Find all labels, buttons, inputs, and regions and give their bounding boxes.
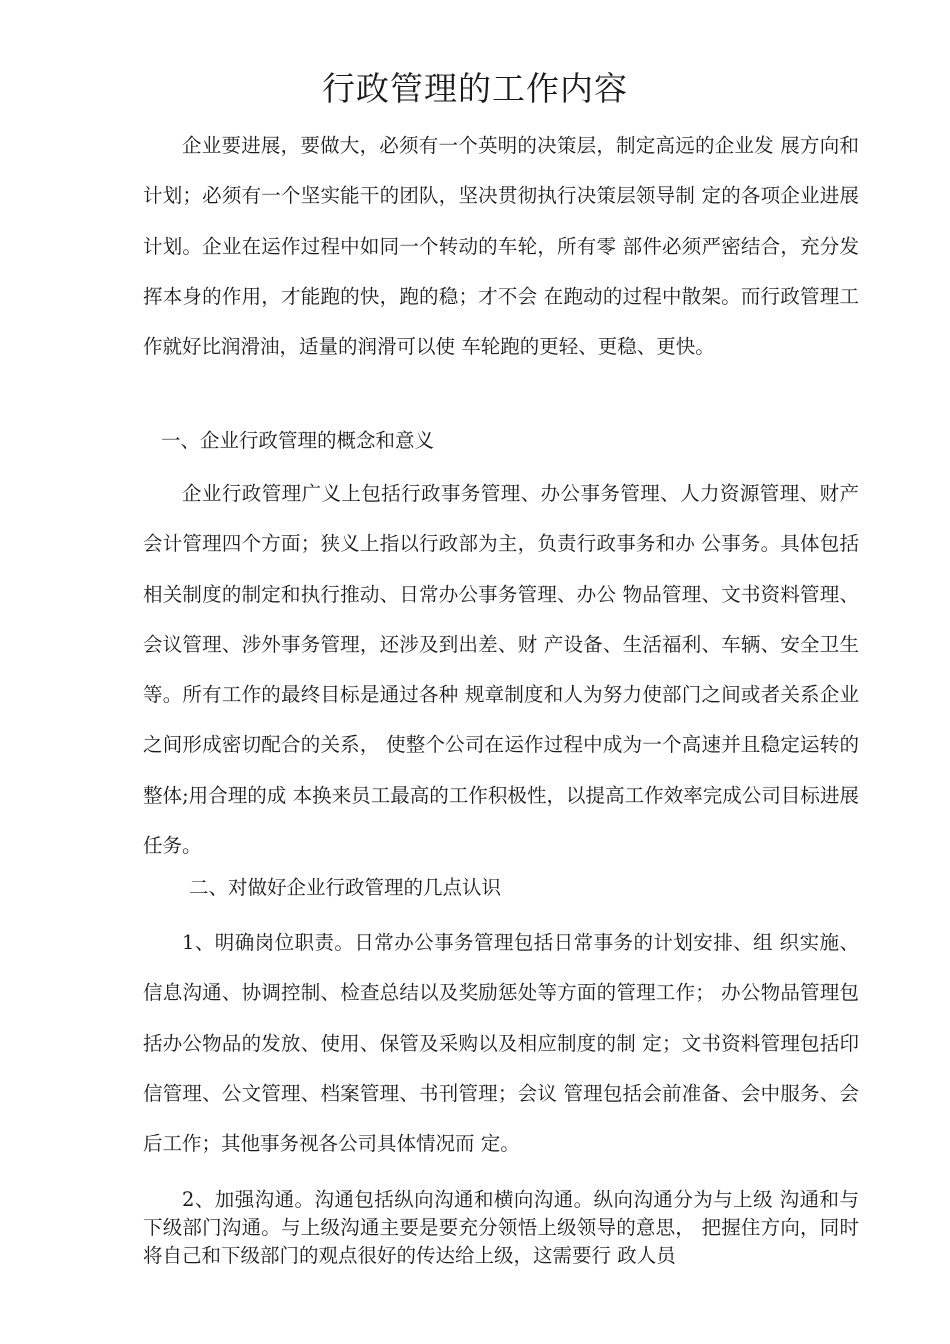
point2-paragraph: 2、加强沟通。沟通包括纵向沟通和横向沟通。纵向沟通分为与上级 沟通和与下级部门沟通。与上级沟通主要是要充分领悟上级领导的意思， 把握住方向，同时将自己和下级部门的观点很好的传达给上级，这需要行 政人员 — [143, 1188, 859, 1267]
section-heading-2: 二、对做好企业行政管理的几点认识 — [189, 876, 502, 899]
point1-paragraph: 1、明确岗位职责。日常办公事务管理包括日常事务的计划安排、组 织实施、信息沟通、协调控制、检查总结以及奖励惩处等方面的管理工作； 办公物品管理包括办公物品的发放、使用、保管及采购以及相应制度的制 定；文书资料管理包括印信管理、公文管理、档案管理、书刊管理；会议 管理包括会前准备、会中服务、会后工作；其他事务视各公司具体情况而 定。 — [143, 931, 859, 1156]
intro-paragraph: 企业要进展，要做大，必须有一个英明的决策层，制定高远的企业发 展方向和计划；必须有一个坚实能干的团队，坚决贯彻执行决策层领导制 定的各项企业进展计划。企业在运作过程中如同一个转动的车轮，所有零 部件必须严密结合，充分发挥本身的作用，才能跑的快，跑的稳；才不会 在跑动的过程中散架。而行政管理工作就好比润滑油，适量的润滑可以使 车轮跑的更轻、更稳、更快。 — [143, 134, 859, 359]
section1-paragraph: 企业行政管理广义上包括行政事务管理、办公事务管理、人力资源管理、财产会计管理四个方面；狭义上指以行政部为主，负责行政事务和办 公事务。具体包括相关制度的制定和执行推动、日常办公事务管理、办公 物品管理、文书资料管理、会议管理、涉外事务管理，还涉及到出差、财 产设备、生活福利、车辆、安全卫生等。所有工作的最终目标是通过各种 规章制度和人为努力使部门之间或者关系企业之间形成密切配合的关系， 使整个公司在运作过程中成为一个高速并且稳定运转的整体;用合理的成 本换来员工最高的工作积极性，以提高工作效率完成公司目标进展任务。 — [143, 482, 859, 858]
section-heading-1: 一、企业行政管理的概念和意义 — [161, 429, 435, 452]
document-title: 行政管理的工作内容 — [322, 69, 628, 108]
